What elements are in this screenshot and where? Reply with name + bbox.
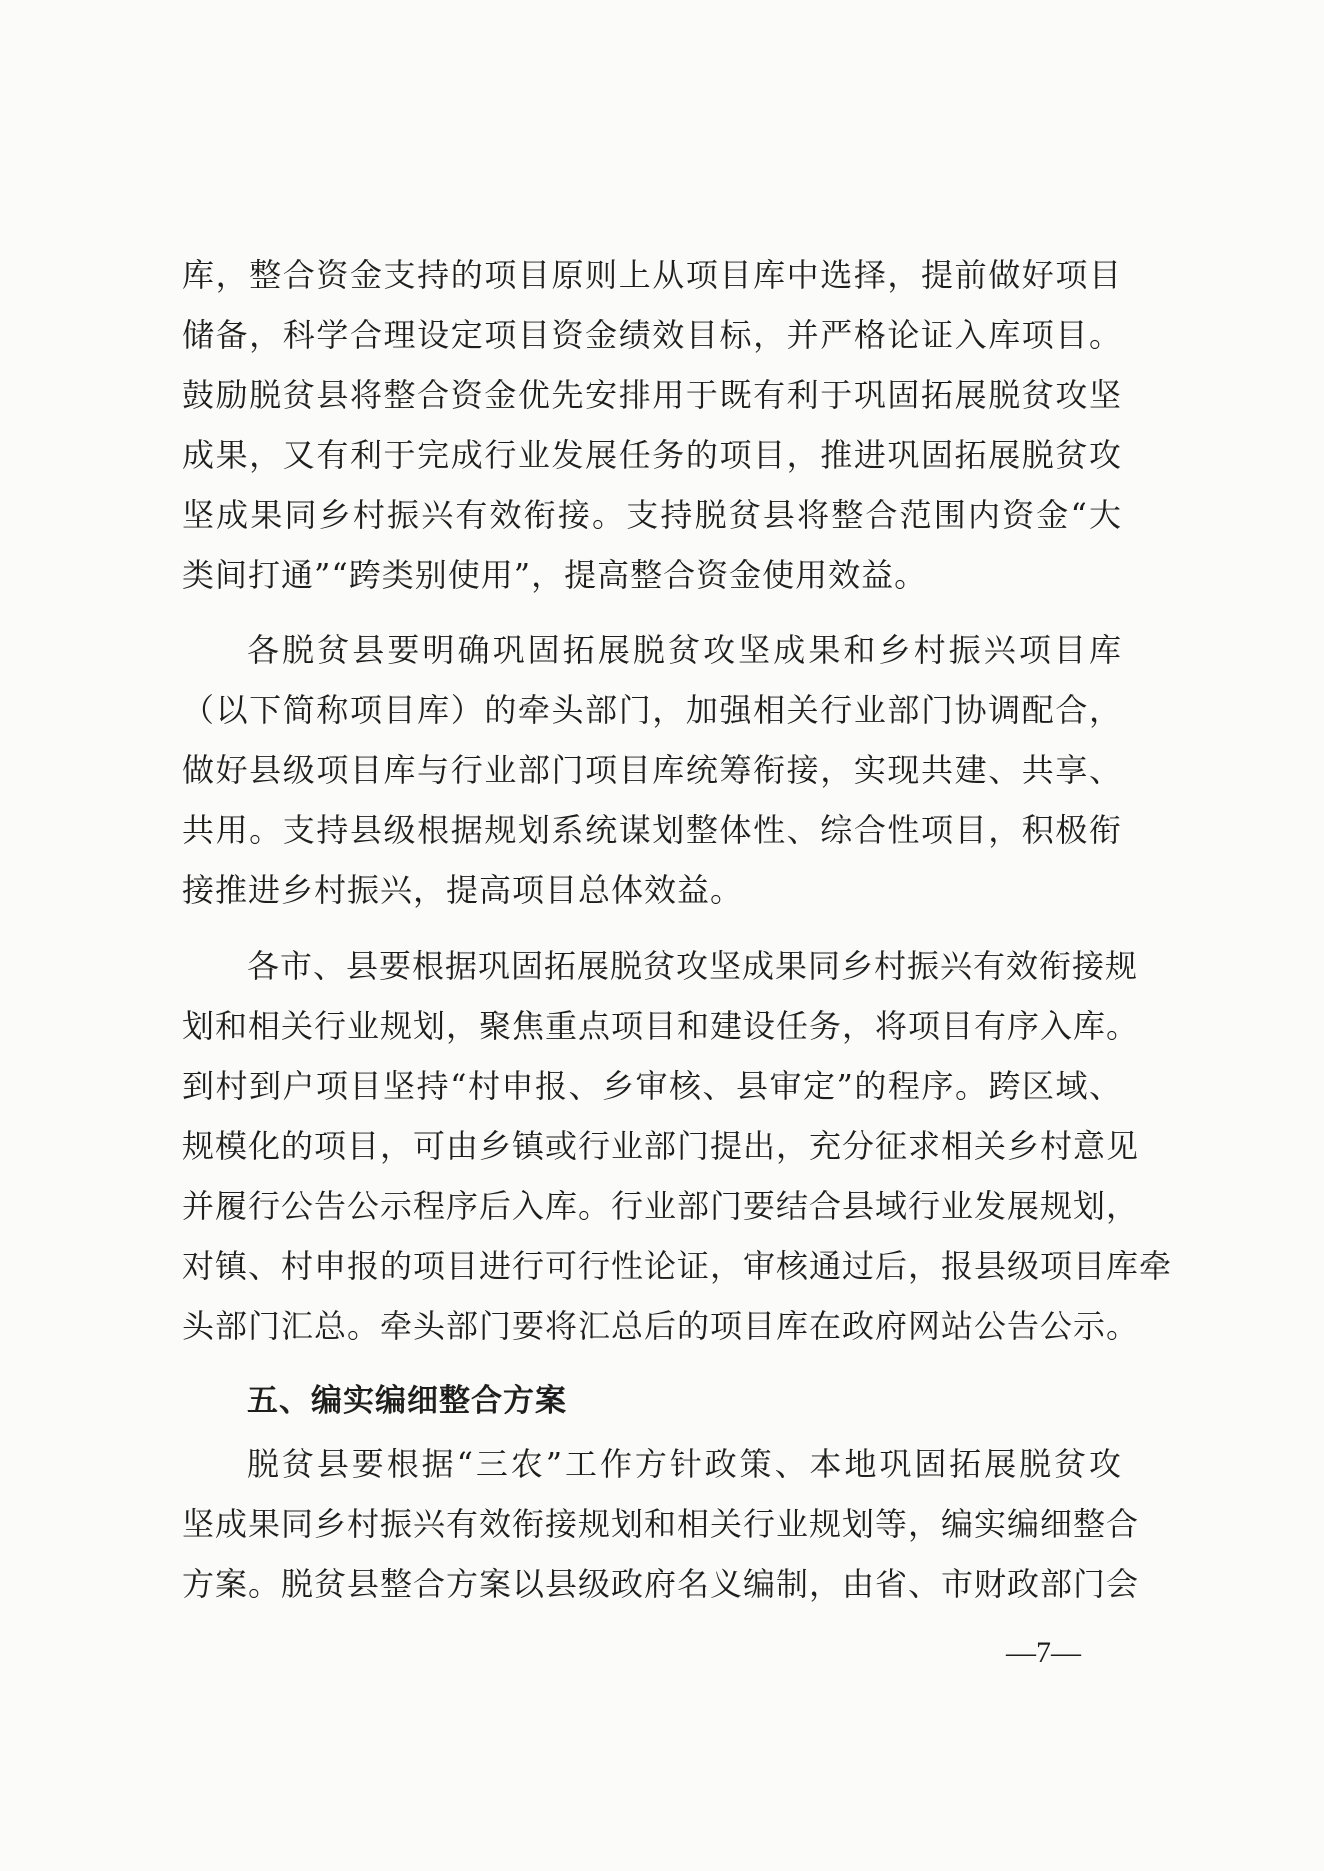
paragraph-line: 成果，又有利于完成行业发展任务的项目，推进巩固拓展脱贫攻 xyxy=(182,436,1122,474)
paragraph-line: 接推进乡村振兴，提高项目总体效益。 xyxy=(182,871,744,909)
paragraph-line: 类间打通”“跨类别使用”，提高整合资金使用效益。 xyxy=(182,556,928,594)
paragraph-line: 坚成果同乡村振兴有效衔接。支持脱贫县将整合范围内资金“大 xyxy=(182,496,1122,534)
paragraph-line: 并履行公告公示程序后入库。行业部门要结合县域行业发展规划， xyxy=(182,1187,1140,1225)
paragraph-line: 头部门汇总。牵头部门要将汇总后的项目库在政府网站公告公示。 xyxy=(182,1307,1140,1345)
paragraph-line: 库，整合资金支持的项目原则上从项目库中选择，提前做好项目 xyxy=(182,256,1122,294)
paragraph-line: 储备，科学合理设定项目资金绩效目标，并严格论证入库项目。 xyxy=(182,316,1122,354)
paragraph-line: 坚成果同乡村振兴有效衔接规划和相关行业规划等，编实编细整合 xyxy=(182,1505,1140,1543)
paragraph-line: （以下简称项目库）的牵头部门，加强相关行业部门协调配合， xyxy=(182,691,1122,729)
paragraph-line: 划和相关行业规划，聚焦重点项目和建设任务，将项目有序入库。 xyxy=(182,1007,1140,1045)
section-heading: 五、编实编细整合方案 xyxy=(247,1383,567,1419)
paragraph-line: 各脱贫县要明确巩固拓展脱贫攻坚成果和乡村振兴项目库 xyxy=(247,631,1122,669)
paragraph-line: 到村到户项目坚持“村申报、乡审核、县审定”的程序。跨区域、 xyxy=(182,1067,1122,1105)
paragraph-line: 方案。脱贫县整合方案以县级政府名义编制，由省、市财政部门会 xyxy=(182,1565,1140,1603)
paragraph-line: 做好县级项目库与行业部门项目库统筹衔接，实现共建、共享、 xyxy=(182,751,1122,789)
paragraph-line: 共用。支持县级根据规划系统谋划整体性、综合性项目，积极衔 xyxy=(182,811,1122,849)
page-number: —7— xyxy=(1006,1636,1081,1669)
paragraph-line: 各市、县要根据巩固拓展脱贫攻坚成果同乡村振兴有效衔接规 xyxy=(247,947,1139,985)
paragraph-line: 脱贫县要根据“三农”工作方针政策、本地巩固拓展脱贫攻 xyxy=(247,1445,1122,1483)
paragraph-line: 鼓励脱贫县将整合资金优先安排用于既有利于巩固拓展脱贫攻坚 xyxy=(182,376,1122,414)
paragraph-line: 对镇、村申报的项目进行可行性论证，审核通过后，报县级项目库牵 xyxy=(182,1247,1173,1285)
paragraph-line: 规模化的项目，可由乡镇或行业部门提出，充分征求相关乡村意见 xyxy=(182,1127,1140,1165)
